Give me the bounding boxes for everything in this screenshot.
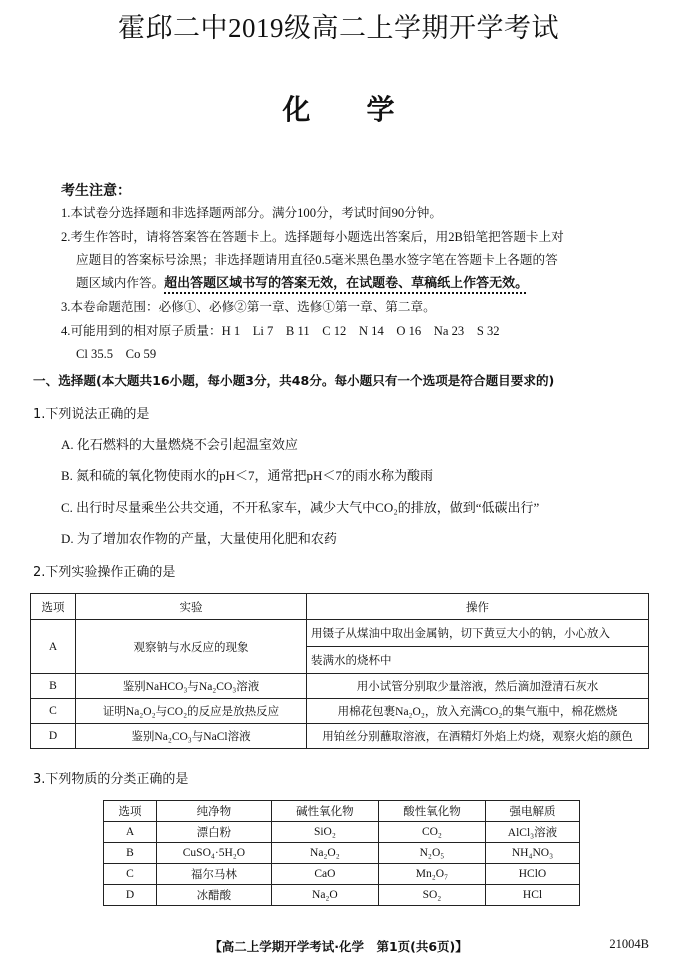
- table-cell: 鉴别Na₂CO₃与NaCl溶液: [76, 724, 307, 749]
- table-row: [31, 620, 649, 647]
- question-1-option-a: A. 化石燃料的大量燃烧不会引起温室效应: [61, 437, 298, 452]
- table-header: 操作: [307, 594, 649, 620]
- table-cell: 鉴别NaHCO₃与Na₂CO₃溶液: [76, 674, 307, 699]
- table-cell: B: [104, 843, 157, 864]
- table-header: 强电解质: [485, 801, 579, 822]
- table-cell: C: [31, 699, 76, 724]
- table-cell: CO₂: [378, 822, 485, 843]
- notice-item-2-line-1: 2.考生作答时，请将答案答在答题卡上。选择题每小题选出答案后，用2B铅笔把答题卡上对: [61, 230, 564, 244]
- notice-item-3: 3.本卷命题范围：必修①、必修②第一章、选修①第一章、第二章。: [61, 300, 436, 314]
- exam-title: 霍邱二中2019级高二上学期开学考试: [118, 13, 559, 43]
- paper-code: 21004B: [609, 937, 649, 951]
- question-1-stem: 1.下列说法正确的是: [33, 407, 150, 422]
- subject-title: 化学: [282, 93, 451, 126]
- table-cell: 冰醋酸: [157, 885, 272, 906]
- table-header: 纯净物: [157, 801, 272, 822]
- table-cell: 证明Na₂O₂与CO₂的反应是放热反应: [76, 699, 307, 724]
- table-cell: A: [31, 620, 76, 674]
- question-1-option-b: B. 氮和硫的氧化物使雨水的pH＜7，通常把pH＜7的雨水称为酸雨: [61, 468, 433, 483]
- table-cell: SO₂: [378, 885, 485, 906]
- table-cell: N₂O₅: [378, 843, 485, 864]
- table-cell: SiO₂: [271, 822, 378, 843]
- question-2-stem: 2.下列实验操作正确的是: [33, 565, 176, 580]
- table-header-row: [104, 801, 580, 822]
- table-cell: C: [104, 864, 157, 885]
- question-3-table: [103, 800, 580, 906]
- table-cell: D: [104, 885, 157, 906]
- table-cell: 福尔马林: [157, 864, 272, 885]
- question-3-stem: 3.下列物质的分类正确的是: [33, 772, 189, 787]
- table-header-row: [31, 594, 649, 620]
- table-cell: 用铂丝分别蘸取溶液，在酒精灯外焰上灼烧，观察火焰的颜色: [307, 724, 649, 749]
- section-heading: 一、选择题(本大题共16小题，每小题3分，共48分。每小题只有一个选项是符合题目要求的): [33, 373, 555, 388]
- question-1-option-d: D. 为了增加农作物的产量，大量使用化肥和农药: [61, 531, 337, 546]
- notice-item-4-line-1: 4.可能用到的相对原子质量：H 1 Li 7 B 11 C 12 N 14 O 16 Na 23 S 32: [61, 324, 500, 338]
- table-header: 酸性氧化物: [378, 801, 485, 822]
- notice-item-1: 1.本试卷分选择题和非选择题两部分。满分100分，考试时间90分钟。: [61, 206, 442, 220]
- table-row: [31, 699, 649, 724]
- notice-heading: 考生注意：: [61, 183, 131, 199]
- notice-item-2-emphasis: 超出答题区域书写的答案无效，在试题卷、草稿纸上作答无效。: [164, 276, 529, 291]
- table-cell: CuSO₄·5H₂O: [157, 843, 272, 864]
- table-cell: NH₄NO₃: [485, 843, 579, 864]
- table-cell: Mn₂O₇: [378, 864, 485, 885]
- table-cell: 用镊子从煤油中取出金属钠，切下黄豆大小的钠，小心放入: [307, 620, 649, 647]
- table-cell: D: [31, 724, 76, 749]
- table-header: 选项: [104, 801, 157, 822]
- notice-item-4-line-2: Cl 35.5 Co 59: [76, 347, 157, 361]
- table-cell: CaO: [271, 864, 378, 885]
- table-cell: AlCl₃溶液: [485, 822, 579, 843]
- table-header: 实验: [76, 594, 307, 620]
- table-cell: 用小试管分别取少量溶液，然后滴加澄清石灰水: [307, 674, 649, 699]
- table-row: [31, 724, 649, 749]
- question-1-option-c: C. 出行时尽量乘坐公共交通，不开私家车，减少大气中CO₂的排放，做到“低碳出行”: [61, 500, 540, 515]
- table-row: [104, 843, 580, 864]
- table-row: [104, 885, 580, 906]
- table-row: [104, 822, 580, 843]
- table-cell: A: [104, 822, 157, 843]
- table-cell: 观察钠与水反应的现象: [76, 620, 307, 674]
- table-cell: Na₂O: [271, 885, 378, 906]
- table-row: [31, 674, 649, 699]
- page-footer: 【高二上学期开学考试·化学 第1页(共6页)】: [209, 939, 468, 954]
- table-cell: 用棉花包裹Na₂O₂，放入充满CO₂的集气瓶中，棉花燃烧: [307, 699, 649, 724]
- table-cell: B: [31, 674, 76, 699]
- table-header: 碱性氧化物: [271, 801, 378, 822]
- notice-item-2-line-3: [76, 275, 528, 292]
- table-cell: 装满水的烧杯中: [307, 647, 649, 674]
- table-cell: HClO: [485, 864, 579, 885]
- notice-item-2-line-2: 应题目的答案标号涂黑；非选择题请用直径0.5毫米黑色墨水签字笔在答题卡上各题的答: [76, 253, 558, 267]
- table-cell: HCl: [485, 885, 579, 906]
- table-row: [104, 864, 580, 885]
- table-header: 选项: [31, 594, 76, 620]
- table-cell: 漂白粉: [157, 822, 272, 843]
- table-cell: Na₂O₂: [271, 843, 378, 864]
- question-2-table: [30, 593, 649, 749]
- notice-item-2-plain: 题区域内作答。: [76, 276, 165, 290]
